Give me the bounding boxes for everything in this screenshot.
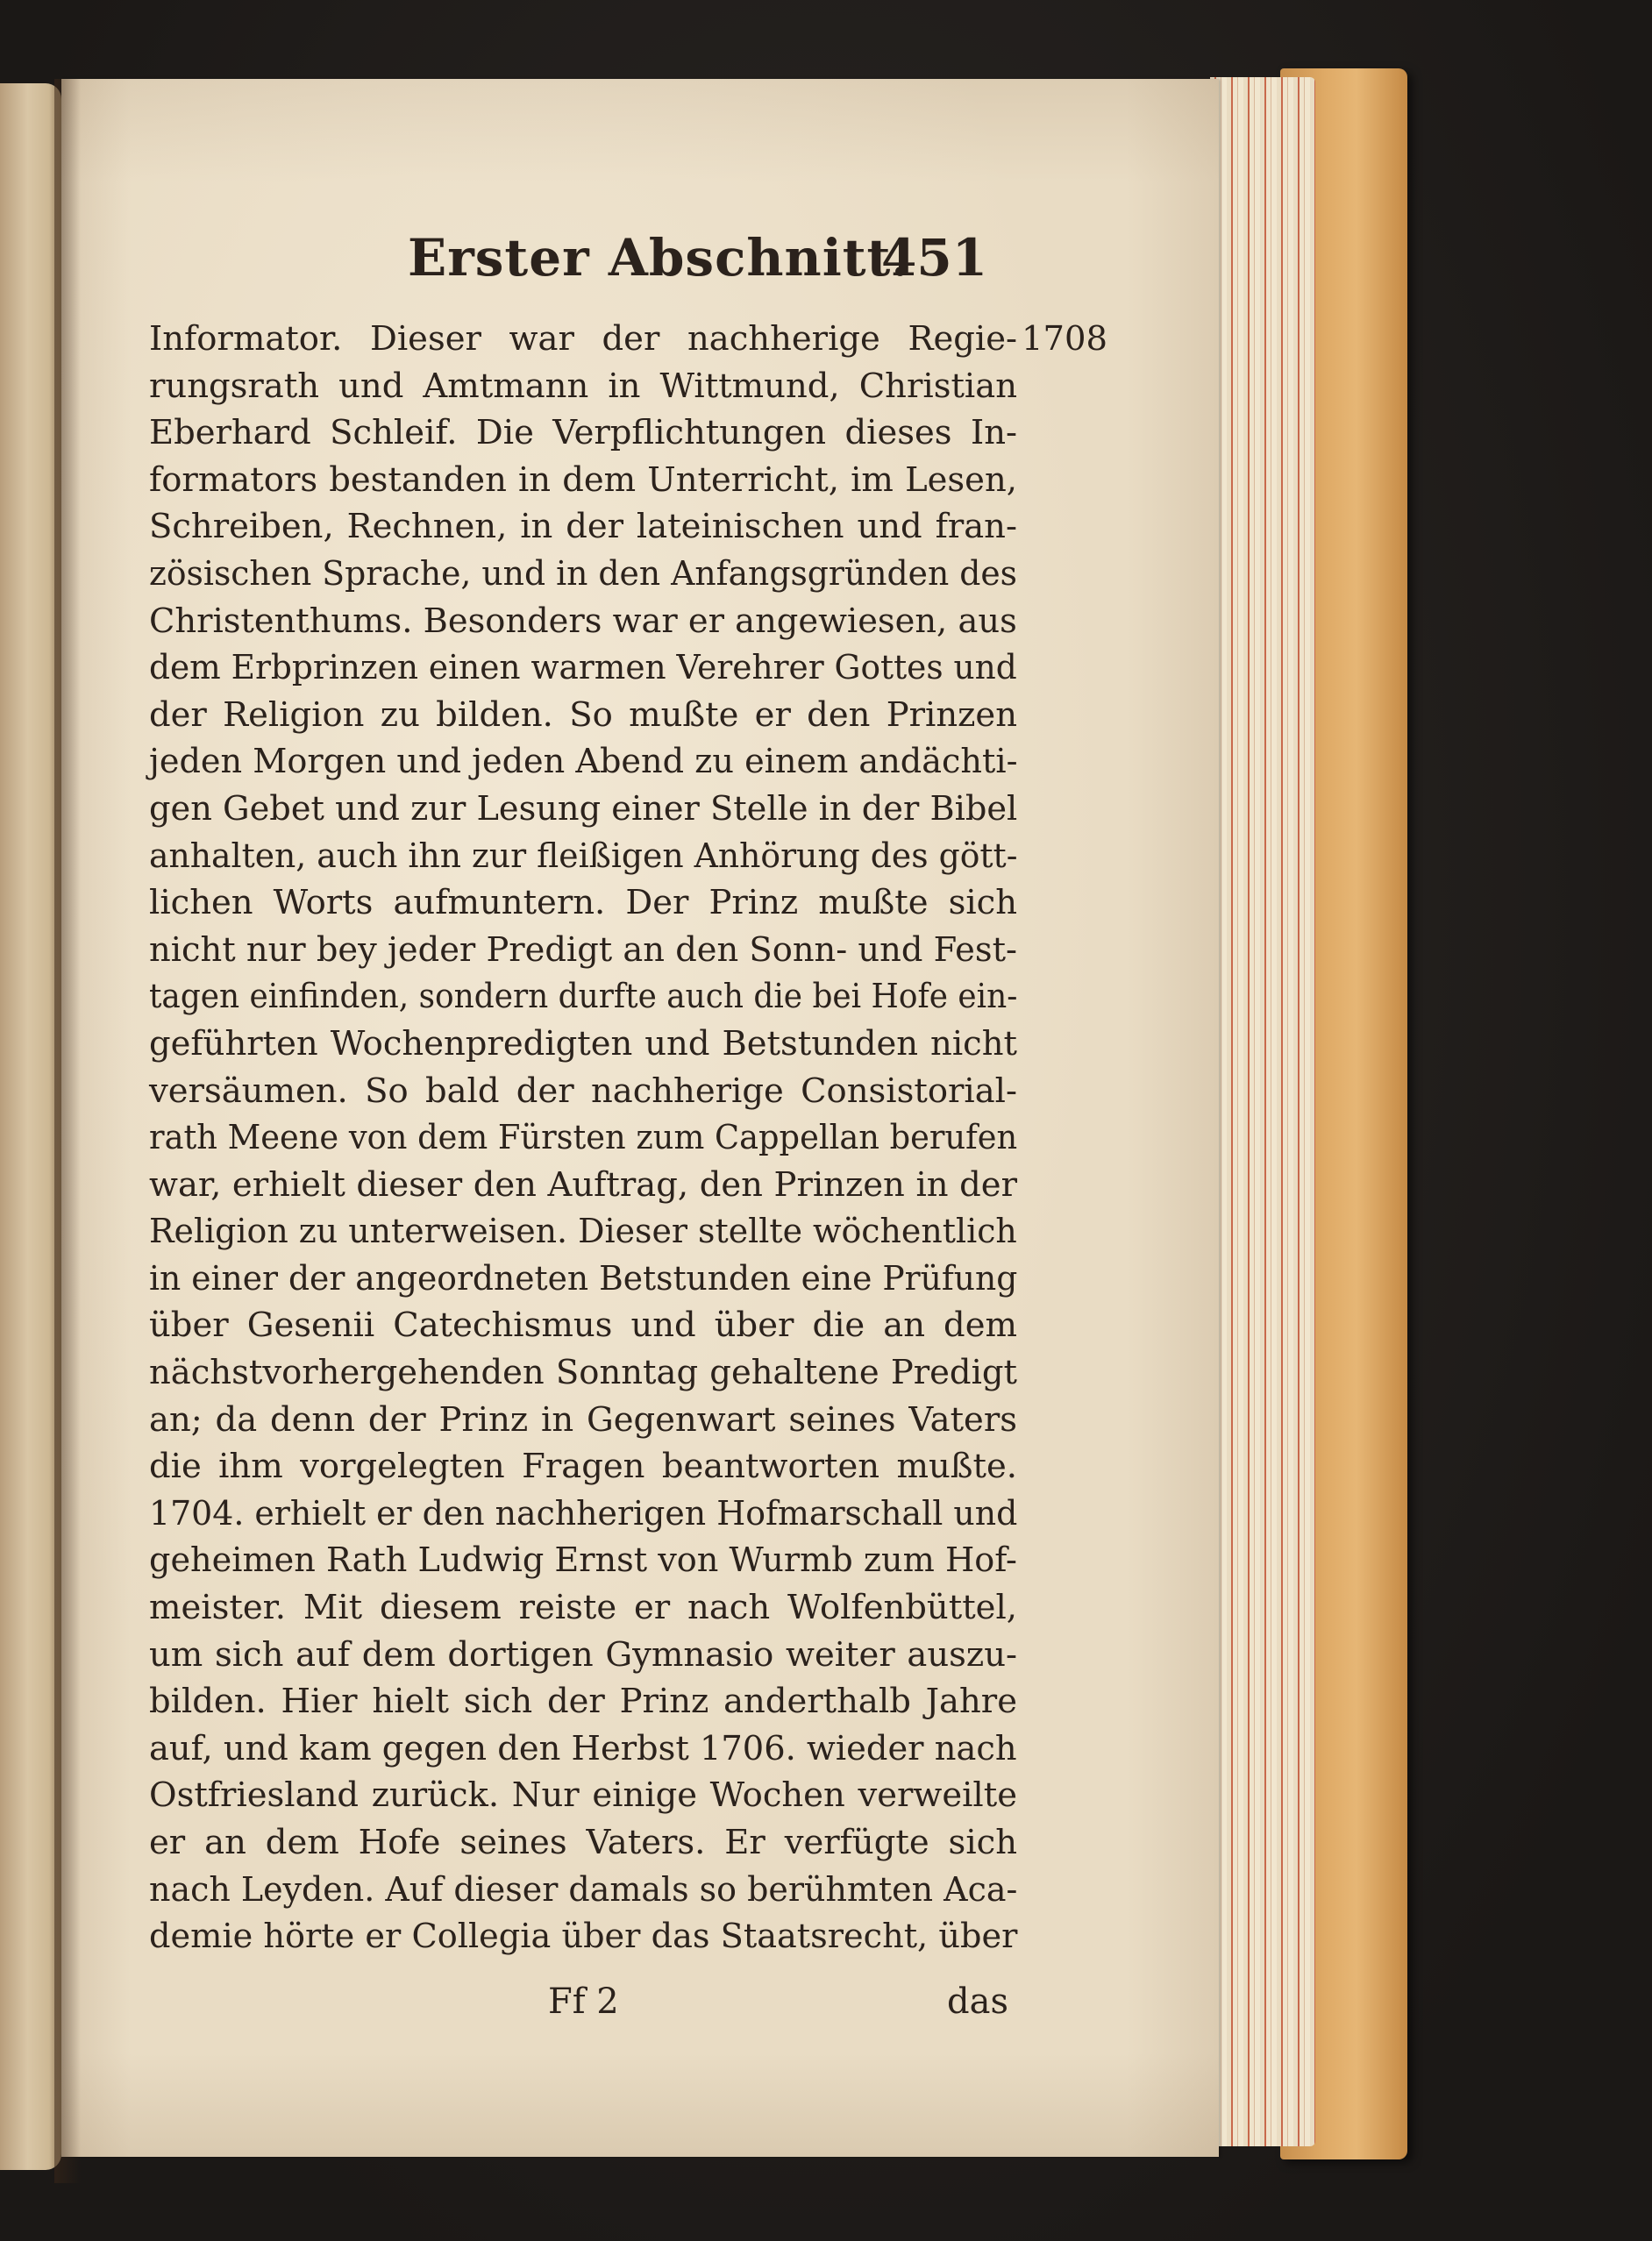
running-head [61,228,1219,307]
spine-gutter-shadow [54,79,81,2183]
text-line: geführten Wochenpredigten und Betstunden nicht [149,1023,1017,1064]
text-line: demie hörte er Collegia über das Staatsrecht, über [149,1917,1018,1957]
signature-mark: Ff 2 [548,1981,619,2022]
text-line: rungsrath und Amtmann in Wittmund, Christian [149,366,1017,406]
text-line: über Gesenii Catechismus und über die an dem [149,1305,1017,1346]
stacked-page-edges [1210,77,1315,2146]
text-line: dem Erbprinzen einen warmen Verehrer Gottes und [149,648,1017,688]
text-line: Informator. Dieser war der nachherige Regie- [149,319,1017,359]
text-line: Schreiben, Rechnen, in der lateinischen und fran- [149,507,1017,547]
text-line: nächstvorhergehenden Sonntag gehaltene Predigt [149,1353,1017,1393]
margin-year-note: 1708 [1022,319,1107,359]
catchword: das [947,1981,1008,2022]
text-line: lichen Worts aufmuntern. Der Prinz mußte sich [149,883,1017,923]
text-line: war, erhielt dieser den Auftrag, den Prinzen in der [149,1164,1017,1205]
book-page [61,79,1219,2157]
previous-page-edge [0,83,61,2170]
text-line: anhalten, auch ihn zur fleißigen Anhörung des gött- [149,836,1018,876]
text-line: meister. Mit diesem reiste er nach Wolfenbüttel, [149,1588,1017,1628]
text-line: tagen einfinden, sondern durfte auch die bei Hofe ein- [149,977,1018,1017]
text-line: rath Meene von dem Fürsten zum Cappellan berufen [149,1118,1018,1158]
page-number: 451 [881,228,988,288]
text-line: zösischen Sprache, und in den Anfangsgründen des [149,553,1018,594]
text-line: bilden. Hier hielt sich der Prinz anderthalb Jahre [149,1682,1017,1722]
text-line: Eberhard Schleif. Die Verpflichtungen dieses In- [149,413,1017,453]
text-line: gen Gebet und zur Lesung einer Stelle in der Bibel [149,788,1018,829]
text-line: an; da denn der Prinz in Gegenwart seines Vaters [149,1399,1017,1440]
body-text [149,316,1017,1960]
text-line: geheimen Rath Ludwig Ernst von Wurmb zum Hof- [149,1540,1017,1581]
running-head-title: Erster Abschnitt. [408,228,910,288]
text-line: Christenthums. Besonders war er angewiesen, aus [149,601,1017,641]
text-line: nach Leyden. Auf dieser damals so berühmten Aca- [149,1869,1018,1910]
text-line: der Religion zu bilden. So mußte er den Prinzen [149,694,1017,735]
text-line: formators bestanden in dem Unterricht, im Lesen, [149,459,1017,500]
text-line: in einer der angeordneten Betstunden eine Prüfung [149,1258,1018,1298]
text-line: Ostfriesland zurück. Nur einige Wochen verweilte [149,1775,1017,1816]
text-line: Religion zu unterweisen. Dieser stellte wöchentlich [149,1212,1017,1252]
text-line: versäumen. So bald der nachherige Consistorial- [149,1071,1017,1111]
text-line: die ihm vorgelegten Fragen beantworten mußte. [149,1447,1017,1487]
text-line: auf, und kam gegen den Herbst 1706. wieder nach [149,1728,1017,1768]
text-line: jeden Morgen und jeden Abend zu einem andächti- [149,742,1018,782]
text-line: nicht nur bey jeder Predigt an den Sonn- und Fest- [149,929,1018,970]
text-line: er an dem Hofe seines Vaters. Er verfügte sich [149,1823,1017,1862]
text-line: um sich auf dem dortigen Gymnasio weiter auszu- [149,1634,1017,1675]
text-line: 1704. erhielt er den nachherigen Hofmarschall und [149,1493,1018,1533]
